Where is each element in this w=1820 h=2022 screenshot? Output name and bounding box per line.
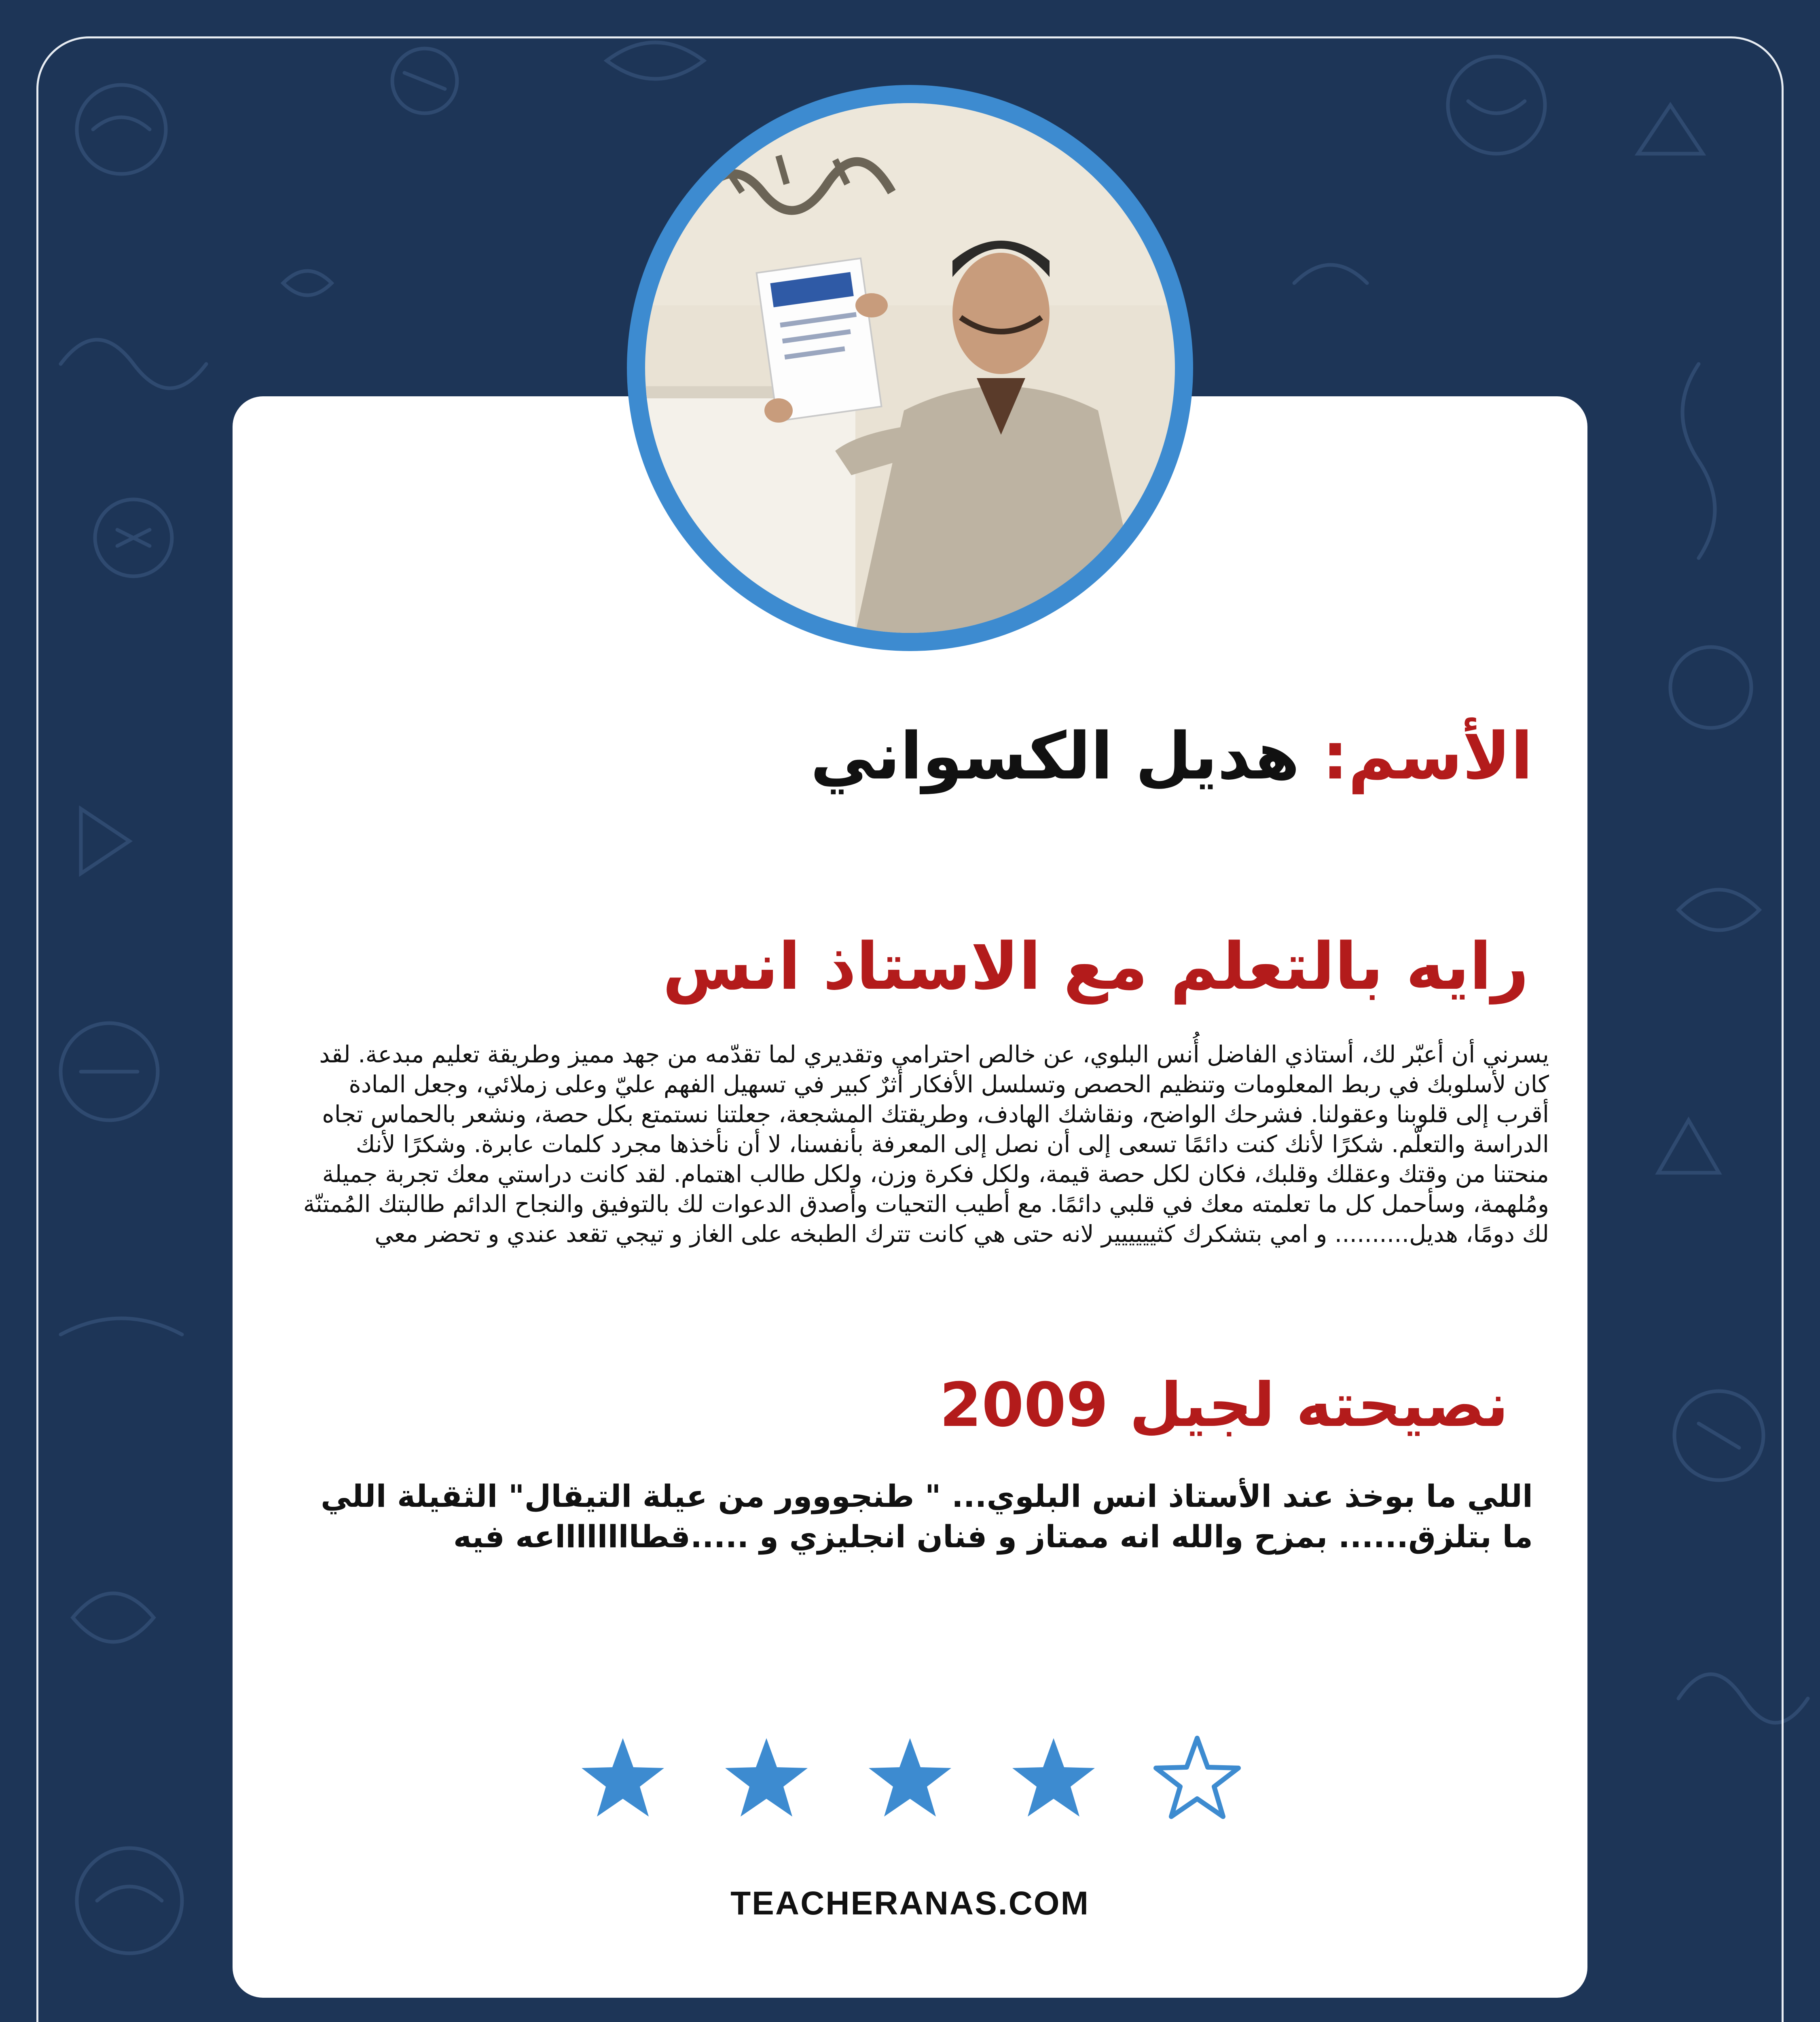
star-filled-icon — [722, 1735, 811, 1824]
student-name-line — [400, 712, 1533, 801]
star-filled-icon — [866, 1735, 954, 1824]
star-filled-icon — [578, 1735, 667, 1824]
student-name: هديل الكسواني — [810, 718, 1300, 794]
star-rating — [578, 1735, 1242, 1824]
opinion-text: يسرني أن أعبّر لك، أستاذي الفاضل أُنس البلوي، عن خالص احترامي وتقديري لما تقدّمه من جهد مميز وطريقة تعليم مبدعة. لقد كان لأسلوبك في ربط المعلومات وتنظيم الحصص وتسلسل الأفكار أثرٌ كبير في تسهيل الفهم عليّ وعلى زملائي، وجعل المادة أقرب إلى قلوبنا وعقولنا. فشرحك الواضح، ونقاشك الهادف، وطريقتك المشجعة، جعلتنا نستمتع بكل حصة، ونشعر بالحماس تجاه الدراسة والتعلّم. شكرًا لأنك كنت دائمًا تسعى إلى أن نصل إلى المعرفة بأنفسنا، لا أن نأخذها مجرد كلمات عابرة. وشكرًا لأنك منحتنا من وقتك وعقلك وقلبك، فكان لكل حصة قيمة، ولكل فكرة وزن، ولكل طالب اهتمام. لقد كانت دراستي معك تجربة جميلة ومُلهمة، وسأحمل كل ما تعلمته معك في قلبي دائمًا. مع أطيب التحيات وأصدق الدعوات لك بالتوفيق والنجاح الدائم طالبتك المُمتنّة لك دومًا، هديل.......... و امي بتشكرك كثيييييير لانه حتى هي كانت تترك الطبخه على الغاز و تيجي تقعد عندي و تحضر معي — [303, 1041, 1549, 1248]
advice-text: اللي ما بوخذ عند الأستاذ انس البلوي... " طنجووور من عيلة التيقال" الثقيلة اللي ما بتلزق...... بمزح والله انه ممتاز و فنان انجليزي و .....قطااااااااعه فيه — [321, 1478, 1533, 1555]
star-filled-icon — [1009, 1735, 1098, 1824]
advice-heading: نصيحته لجيل 2009 — [939, 1370, 1509, 1440]
name-label: الأسم: — [1322, 718, 1533, 794]
profile-photo — [645, 103, 1175, 633]
opinion-heading: رايه بالتعلم مع الاستاذ انس — [662, 929, 1529, 1004]
teacher-holding-certificate-illustration — [645, 103, 1175, 633]
star-empty-icon — [1153, 1735, 1242, 1824]
website-url: TEACHERANAS.COM — [730, 1885, 1090, 1922]
